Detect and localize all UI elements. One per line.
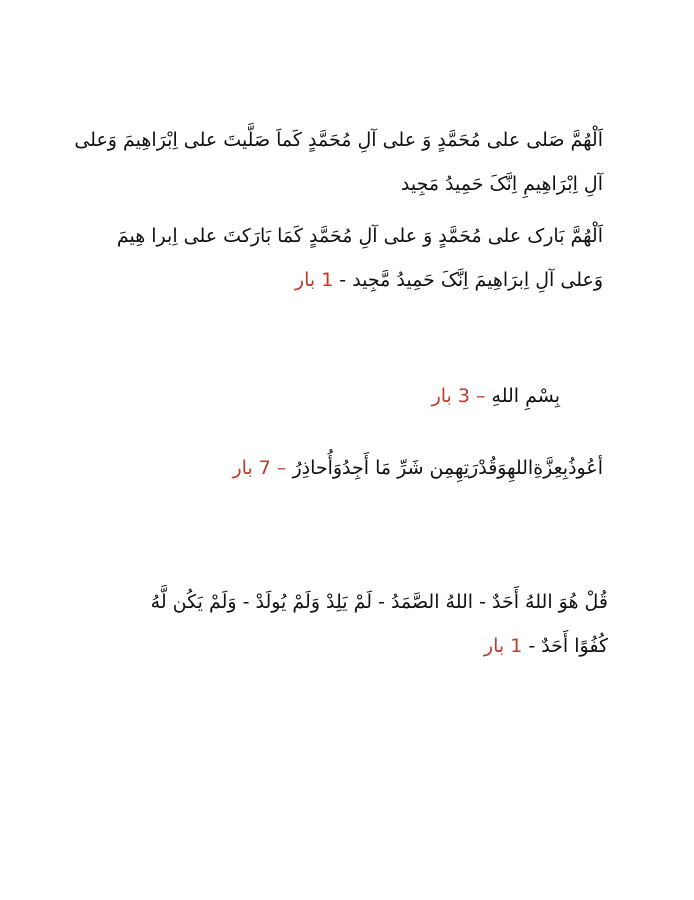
ikhlas-repeat-count: 1 بار bbox=[483, 635, 523, 657]
bismillah-line bbox=[260, 374, 560, 418]
ikhlas-line-2 bbox=[88, 624, 608, 668]
salawat-line-2: آلِ اِبْرَاهِیمِ اِنَّکَ حَمِیدُ مَجِید bbox=[400, 173, 603, 195]
audhu-line bbox=[123, 446, 603, 490]
bismillah-paragraph bbox=[260, 374, 560, 418]
ikhlas-paragraph bbox=[88, 580, 608, 668]
baraka-line-2-text: وَعلی آلِ اِبرَاهِیمَ اِنَّکَ حَمِیدُ مَّجِید - bbox=[339, 269, 603, 291]
bismillah-text: بِسْمِ اللهِ bbox=[491, 385, 560, 407]
ikhlas-line-1: قُلْ هُوَ اللهُ أَحَدٌ - اللهُ الصَّمَدُ - لَمْ يَلِدْ وَلَمْ يُولَدْ - وَلَمْ يَكُن لَّهُ bbox=[150, 591, 608, 613]
baraka-line-1: اَلْهُمَّ بَارک علی مُحَمَّدٍ وَ علی آلِ مُحَمَّدٍ کَمَا بَارَکتَ علی اِبرا هِیمَ bbox=[116, 225, 603, 247]
bismillah-repeat-count: – 3 بار bbox=[431, 385, 486, 407]
baraka-repeat-count: 1 بار bbox=[294, 269, 334, 291]
audhu-repeat-count: – 7 بار bbox=[232, 457, 287, 479]
salawat-paragraph bbox=[74, 118, 603, 206]
baraka-line-2 bbox=[83, 258, 603, 302]
salawat-line-1: اَلْهُمَّ صَلی علی مُحَمَّدٍ وَ علی آلِ مُحَمَّدٍ کَماَ صَلَّیتَ علی اِبْرَاهِیمَ وَعلی bbox=[74, 129, 603, 151]
ikhlas-line-2-text: كُفُوًا أَحَدٌ - bbox=[528, 635, 608, 657]
audhu-text: أعُوذُبِعِزَّةِاللهِوَقُدْرَتِهِمِن شَرِّ مَا أَجِدُوَأُحاذِرُ bbox=[292, 457, 603, 479]
baraka-paragraph bbox=[83, 214, 603, 302]
audhu-paragraph bbox=[123, 446, 603, 490]
